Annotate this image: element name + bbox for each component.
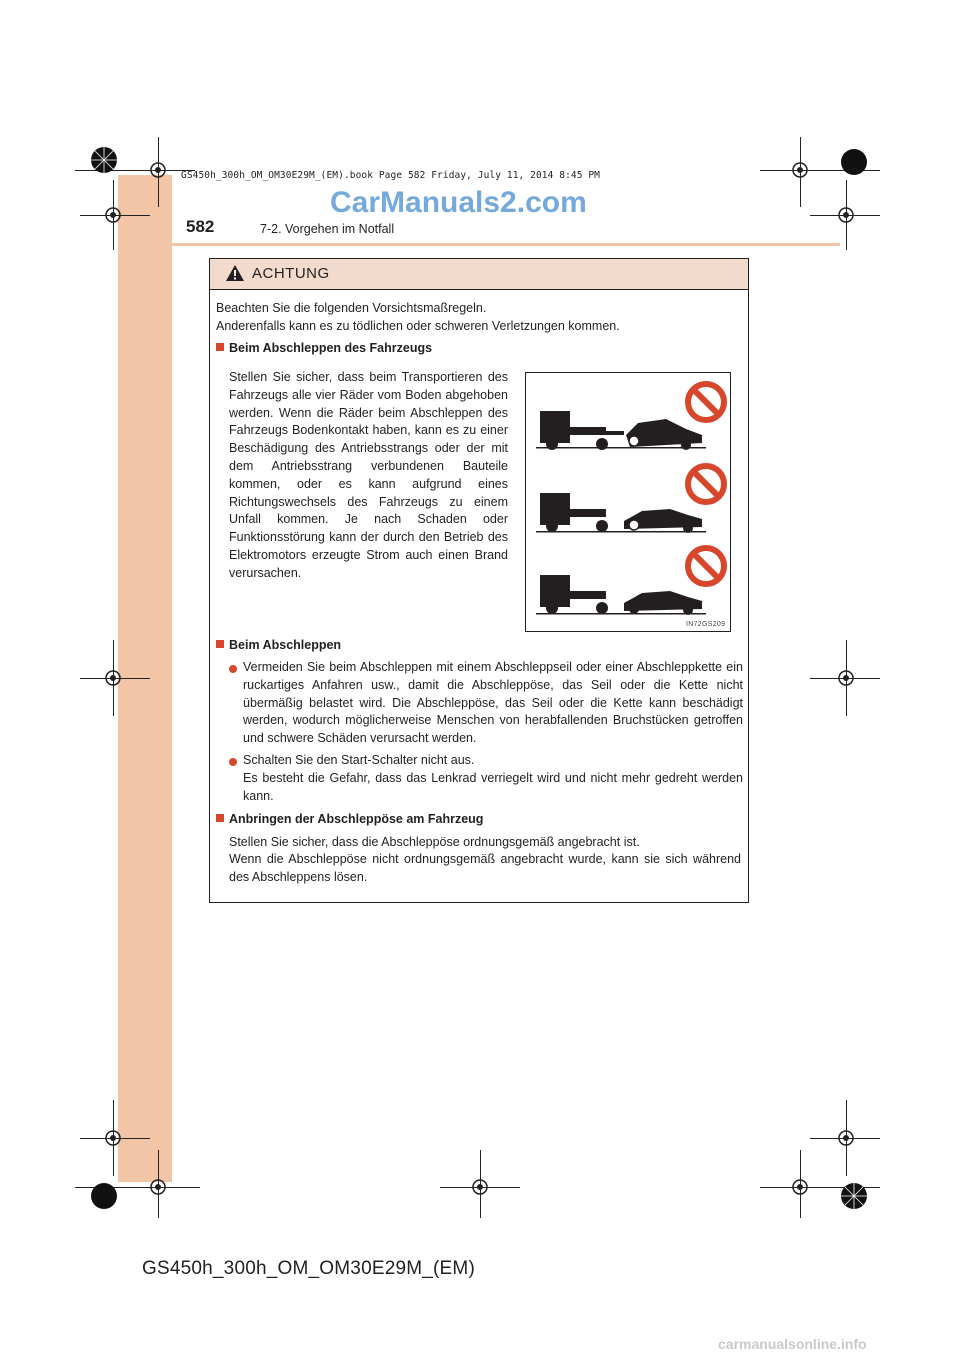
square-bullet-icon bbox=[216, 343, 224, 351]
book-info-line: GS450h_300h_OM_OM30E29M_(EM).book Page 582 Friday, July 11, 2014 8:45 PM bbox=[181, 170, 601, 181]
page-number: 582 bbox=[186, 217, 215, 236]
illustration-code: IN72GS209 bbox=[686, 621, 726, 628]
watermark-bottom: carmanualsonline.info bbox=[718, 1336, 867, 1352]
watermark-top: CarManuals2.com bbox=[330, 186, 587, 219]
towing-bullet-1: Vermeiden Sie beim Abschleppen mit einem Abschleppseil oder einer Abschleppkette ein ruckartiges Anfahren usw., damit die Abschleppöse, das Seil oder die Kette nicht übermäßig belastet wird. Die Abschleppöse, das Seil oder die Kette kann beschädigt werden, wodurch möglicherweise Menschen von herabfallenden Bruchstücken getroffen und schwere Schäden verursacht werden. bbox=[243, 660, 743, 746]
heading-text: Beim Abschleppen des Fahrzeugs bbox=[229, 341, 433, 355]
section-title: 7-2. Vorgehen im Notfall bbox=[260, 222, 395, 236]
round-bullet-icon bbox=[229, 665, 237, 673]
tow-eye-line-2: Wenn die Abschleppöse nicht ordnungsgemäß angebracht wurde, kann sie sich während des Abschleppens lösen. bbox=[229, 852, 741, 884]
section-tow-eye-heading bbox=[216, 811, 736, 829]
tow-eye-line-1: Stellen Sie sicher, dass die Abschleppöse ordnungsgemäß angebracht ist. bbox=[229, 835, 640, 849]
heading-text: Beim Abschleppen bbox=[229, 638, 342, 652]
warning-triangle-icon bbox=[225, 264, 245, 282]
towing-bullet-2-line-2: Es besteht die Gefahr, dass das Lenkrad verriegelt wird und nicht mehr gedreht werden kann. bbox=[243, 771, 743, 803]
header-rule bbox=[118, 243, 840, 246]
warning-title: ACHTUNG bbox=[252, 265, 330, 282]
square-bullet-icon bbox=[216, 814, 224, 822]
intro-line-1: Beachten Sie die folgenden Vorsichtsmaßregeln. bbox=[216, 301, 487, 315]
tow-truck-prohibited-illustration bbox=[526, 373, 730, 631]
round-bullet-icon bbox=[229, 758, 237, 766]
heading-text: Anbringen der Abschleppöse am Fahrzeug bbox=[229, 812, 484, 826]
towing-illustration bbox=[525, 372, 731, 632]
towing-vehicle-text: Stellen Sie sicher, dass beim Transportieren des Fahrzeugs alle vier Räder vom Boden abgehoben werden. Wenn die Räder beim Abschleppen des Fahrzeugs Bodenkontakt haben, kann es zu einer Beschädigung des Antriebsstrangs oder der mit dem Antriebsstrang verbundenen Bauteile kommen, oder es kann aufgrund eines Richtungswechsels des Fahrzeugs zu einem Unfall kommen. Je nach Schaden oder Funktionsstörung kann der durch den Betrieb des Elektromotors erzeugte Strom auch einen Brand verursachen. bbox=[229, 370, 508, 580]
intro-line-2: Anderenfalls kann es zu tödlichen oder schweren Verletzungen kommen. bbox=[216, 319, 620, 333]
footer-document-code: GS450h_300h_OM_OM30E29M_(EM) bbox=[142, 1258, 475, 1279]
square-bullet-icon bbox=[216, 640, 224, 648]
towing-bullet-2-line-1: Schalten Sie den Start-Schalter nicht aus. bbox=[243, 753, 475, 767]
section-towing-heading bbox=[216, 637, 736, 655]
section-towing-vehicle-heading bbox=[216, 340, 736, 358]
